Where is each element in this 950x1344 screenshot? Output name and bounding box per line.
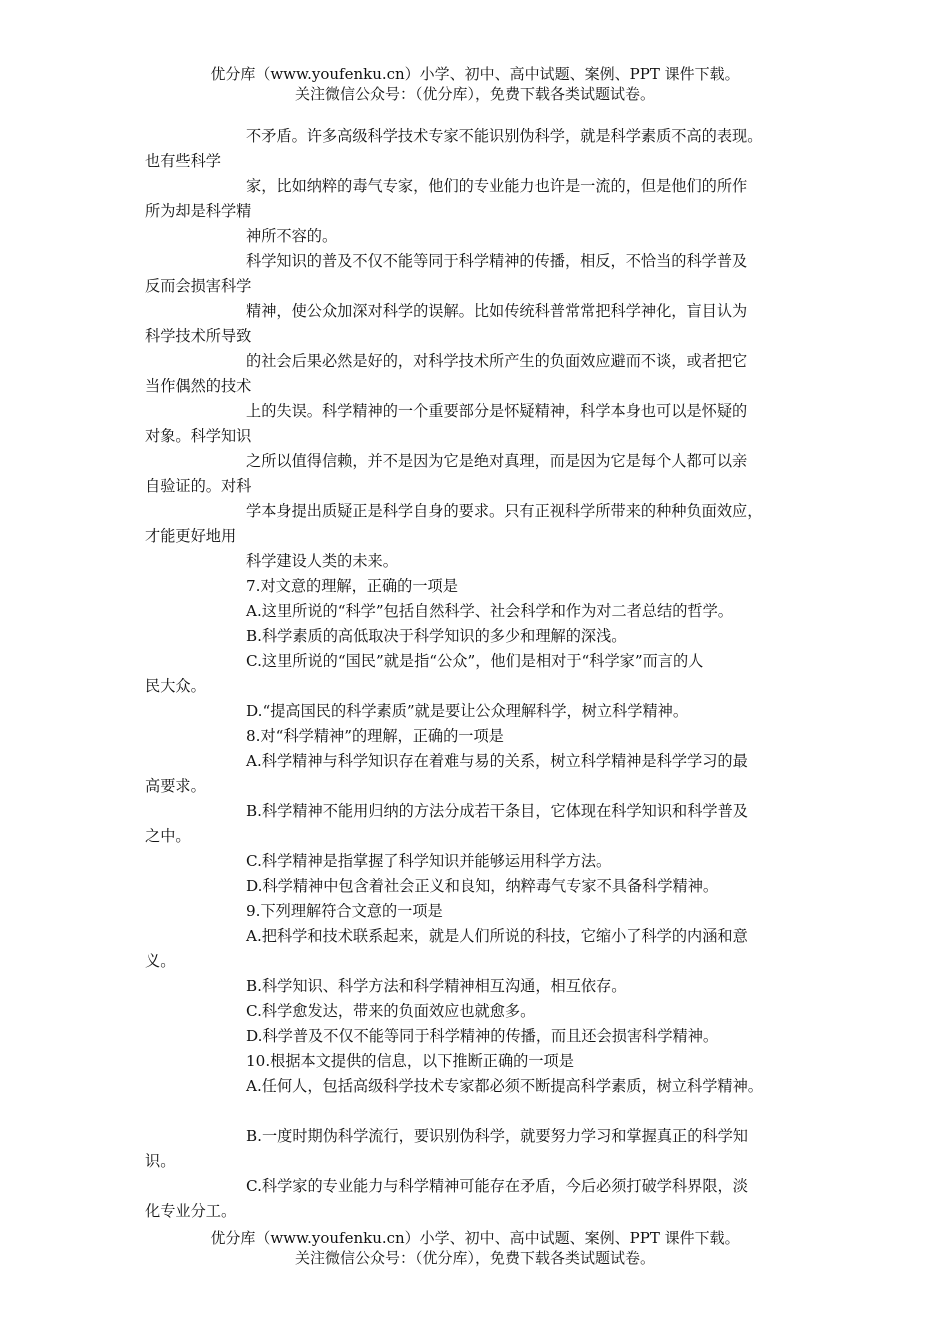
text-line: 所为却是科学精 bbox=[145, 202, 252, 220]
text-line: 自验证的。对科 bbox=[145, 477, 252, 495]
option-9d: D.科学普及不仅不能等同于科学精神的传播，而且还会损害科学精神。 bbox=[246, 1027, 719, 1045]
option-7d: D.“提高国民的科学素质”就是要让公众理解科学，树立科学精神。 bbox=[246, 702, 689, 720]
text-line: 家，比如纳粹的毒气专家，他们的专业能力也许是一流的，但是他们的所作 bbox=[246, 177, 748, 195]
text-line: 科学技术所导致 bbox=[145, 327, 252, 345]
text-line: 反而会损害科学 bbox=[145, 277, 252, 295]
text-line: 识。 bbox=[145, 1152, 176, 1170]
text-line: 才能更好地用 bbox=[145, 527, 237, 545]
page-header bbox=[0, 64, 950, 104]
text-line: 上的失误。科学精神的一个重要部分是怀疑精神，科学本身也可以是怀疑的 bbox=[246, 402, 748, 420]
text-line: 也有些科学 bbox=[145, 152, 221, 170]
header-line-2: 关注微信公众号：（优分库），免费下载各类试题试卷。 bbox=[294, 85, 655, 103]
text-line: 当作偶然的技术 bbox=[145, 377, 252, 395]
question-8: 8.对“科学精神”的理解，正确的一项是 bbox=[246, 727, 504, 745]
text-line: 精神，使公众加深对科学的误解。比如传统科普常常把科学神化，盲目认为 bbox=[246, 302, 748, 320]
text-line: 学本身提出质疑正是科学自身的要求。只有正视科学所带来的种种负面效应， bbox=[246, 502, 763, 520]
text-line: 科学建设人类的未来。 bbox=[246, 552, 398, 570]
text-line: 神所不容的。 bbox=[246, 227, 338, 245]
option-9b: B.科学知识、科学方法和科学精神相互沟通，相互依存。 bbox=[246, 977, 627, 995]
footer-line-1: 优分库（www.youfenku.cn）小学、初中、高中试题、案例、PPT 课件下载。 bbox=[210, 1229, 740, 1247]
text-line: 科学知识的普及不仅不能等同于科学精神的传播，相反，不恰当的科学普及 bbox=[246, 252, 748, 270]
text-line: 化专业分工。 bbox=[145, 1202, 237, 1220]
option-9a: A.把科学和技术联系起来，就是人们所说的科技，它缩小了科学的内涵和意 bbox=[246, 927, 748, 945]
option-10b: B.一度时期伪科学流行，要识别伪科学，就要努力学习和掌握真正的科学知 bbox=[246, 1127, 748, 1145]
option-8b: B.科学精神不能用归纳的方法分成若干条目，它体现在科学知识和科学普及 bbox=[246, 802, 748, 820]
question-9: 9.下列理解符合文意的一项是 bbox=[246, 902, 443, 920]
option-7b: B.科学素质的高低取决于科学知识的多少和理解的深浅。 bbox=[246, 627, 627, 645]
option-8d: D.科学精神中包含着社会正义和良知，纳粹毒气专家不具备科学精神。 bbox=[246, 877, 719, 895]
footer-line-2: 关注微信公众号：（优分库），免费下载各类试题试卷。 bbox=[294, 1249, 655, 1267]
option-10c: C.科学家的专业能力与科学精神可能存在矛盾，今后必须打破学科界限，淡 bbox=[246, 1177, 748, 1195]
text-line: 不矛盾。许多高级科学技术专家不能识别伪科学，就是科学素质不高的表现。 bbox=[246, 127, 763, 145]
question-10: 10.根据本文提供的信息，以下推断正确的一项是 bbox=[246, 1052, 574, 1070]
header-line-1: 优分库（www.youfenku.cn）小学、初中、高中试题、案例、PPT 课件下载。 bbox=[210, 65, 740, 83]
text-line: 民大众。 bbox=[145, 677, 206, 695]
text-line: 对象。科学知识 bbox=[145, 427, 252, 445]
text-line: 高要求。 bbox=[145, 777, 206, 795]
text-line: 之所以值得信赖，并不是因为它是绝对真理，而是因为它是每个人都可以亲 bbox=[246, 452, 748, 470]
option-8a: A.科学精神与科学知识存在着难与易的关系，树立科学精神是科学学习的最 bbox=[246, 752, 748, 770]
option-7c: C.这里所说的“国民”就是指“公众”，他们是相对于“科学家”而言的人 bbox=[246, 652, 704, 670]
option-8c: C.科学精神是指掌握了科学知识并能够运用科学方法。 bbox=[246, 852, 612, 870]
option-7a: A.这里所说的“科学”包括自然科学、社会科学和作为对二者总结的哲学。 bbox=[246, 602, 733, 620]
text-line: 的社会后果必然是好的，对科学技术所产生的负面效应避而不谈，或者把它 bbox=[246, 352, 748, 370]
text-line: 义。 bbox=[145, 952, 176, 970]
question-7: 7.对文意的理解，正确的一项是 bbox=[246, 577, 458, 595]
text-line: 之中。 bbox=[145, 827, 191, 845]
option-10a: A.任何人，包括高级科学技术专家都必须不断提高科学素质，树立科学精神。 bbox=[246, 1077, 763, 1095]
option-9c: C.科学愈发达，带来的负面效应也就愈多。 bbox=[246, 1002, 536, 1020]
page-footer bbox=[0, 1228, 950, 1268]
